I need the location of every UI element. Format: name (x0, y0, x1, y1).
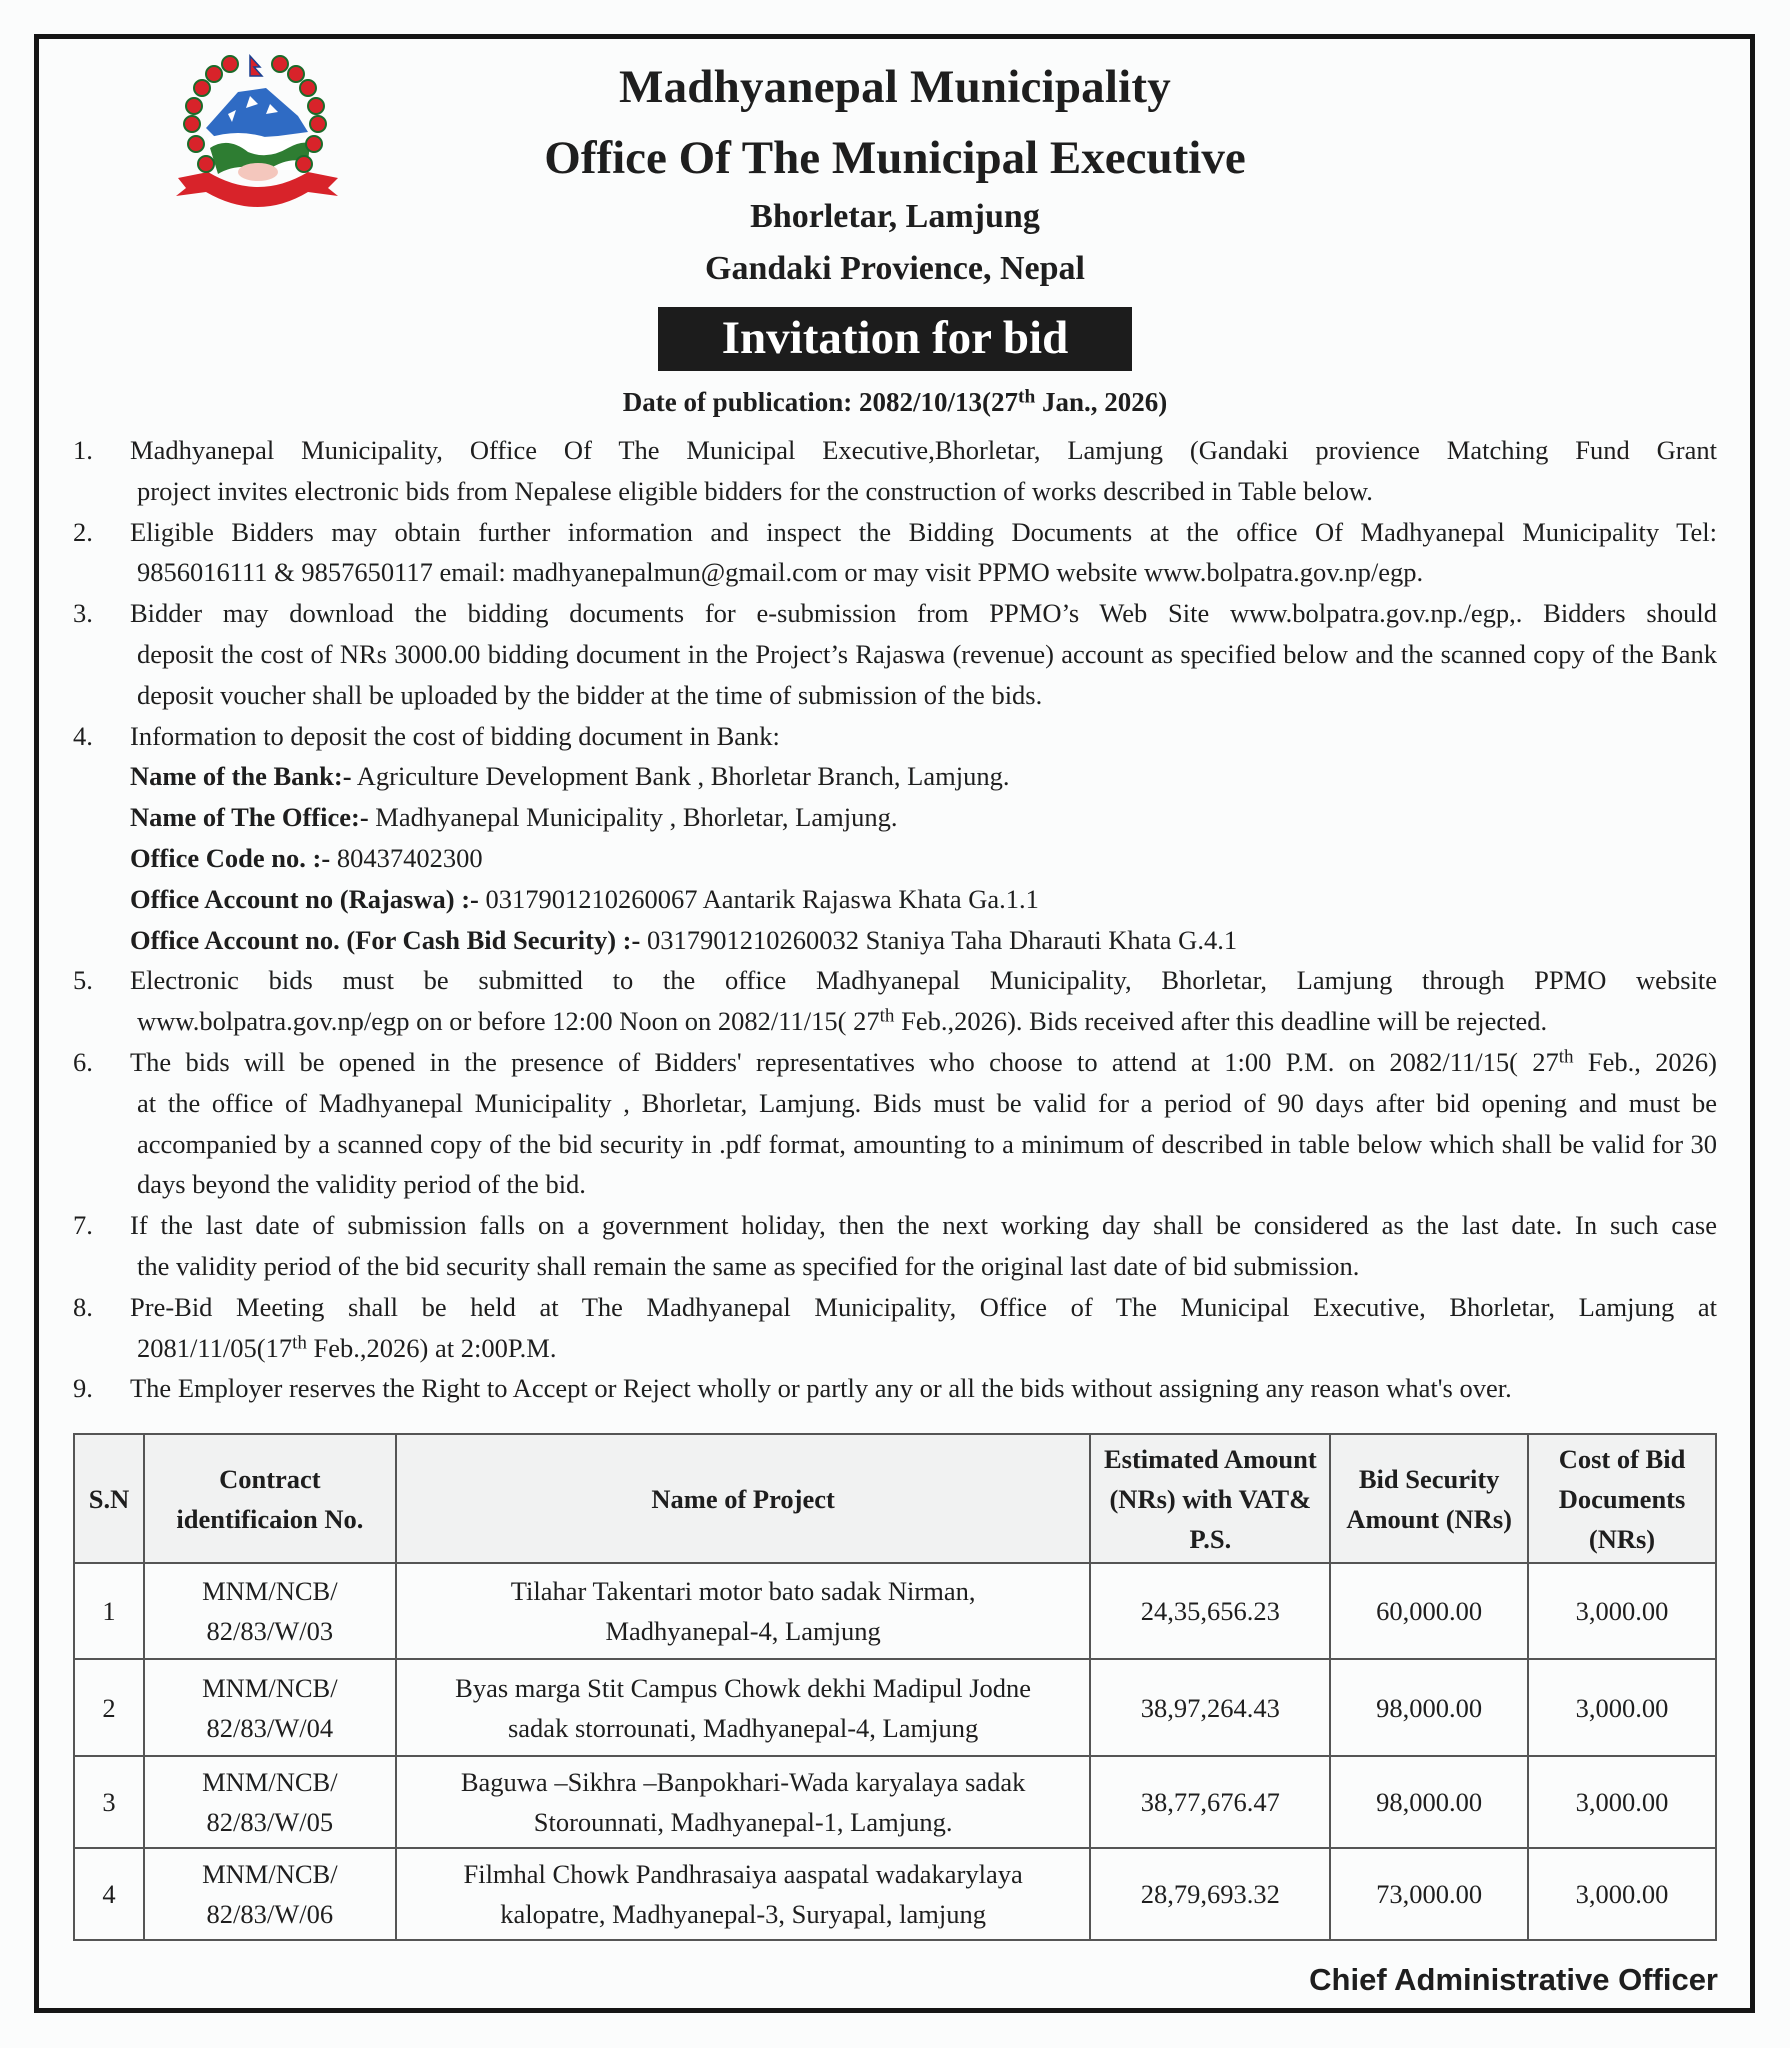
clause-6 (73, 1042, 1717, 1205)
cell-sn: 1 (74, 1563, 144, 1659)
cell-project-name (396, 1756, 1091, 1848)
col-header-contract-id: Contract identificaion No. (144, 1434, 396, 1563)
cell-project-name (396, 1659, 1091, 1756)
project-name-line2: kalopatre, Madhyanepal-3, Suryapal, lamjung (500, 1899, 986, 1929)
col-header-estimated-amount: Estimated Amount (NRs) with VAT& P.S. (1090, 1434, 1330, 1563)
clause-number: 3. (73, 598, 93, 629)
address-line-1: Bhorletar, Lamjung (750, 198, 1040, 235)
cell-sn: 4 (74, 1848, 144, 1940)
bank-name-value: Agriculture Development Bank , Bhorletar Branch, Lamjung. (351, 761, 1010, 792)
clause-7 (73, 1205, 1717, 1287)
cell-estimated-amount: 38,97,264.43 (1090, 1659, 1330, 1756)
signatory-title: Chief Administrative Officer (1309, 1962, 1718, 1997)
office-name-label: Name of The Office:- (130, 802, 369, 833)
bid-security-account-value: 0317901210260032 Staniya Taha Dharauti Khata G.4.1 (640, 924, 1238, 955)
deadline-text: www.bolpatra.gov.np/egp on or before 12:00 Noon on 2082/11/15( 27 (137, 1006, 880, 1037)
project-name-line1: Byas marga Stit Campus Chowk dekhi Madipul Jodne (455, 1672, 1032, 1703)
clause-text-rest (130, 1001, 1717, 1042)
table-row (74, 1848, 1716, 1940)
cell-doc-cost: 3,000.00 (1528, 1756, 1716, 1848)
contract-id-line2: 82/83/W/05 (206, 1807, 334, 1837)
opening-text: The bids will be opened in the presence of Bidders' representatives who choose to attend at 1:00 P.M. on 2082/11/15( 27 (130, 1046, 1559, 1077)
cell-project-name (396, 1848, 1091, 1940)
office-code-row (130, 838, 1717, 879)
clause-text-rest: deposit the cost of NRs 3000.00 bidding document in the Project’s Rajaswa (revenue) account as specified below and the scanned copy of the Bank deposit voucher shall be uploaded by the bidder at the time of submission of the bids. (137, 638, 1717, 710)
publication-date-sup: th (1017, 386, 1036, 408)
office-name-row (130, 797, 1717, 838)
clause-text-rest: project invites electronic bids from Nepalese eligible bidders for the construction of works described in Table below. (137, 475, 1373, 506)
clause-5 (73, 960, 1717, 1042)
bid-security-account-row (130, 920, 1717, 961)
contract-id-line2: 82/83/W/03 (206, 1616, 334, 1646)
prebid-date: 2081/11/05(17 (137, 1332, 293, 1363)
clause-number: 9. (73, 1373, 93, 1404)
contract-id-line1: MNM/NCB/ (202, 1576, 338, 1606)
contract-id-line2: 82/83/W/06 (206, 1899, 334, 1929)
clause-text-rest (130, 1328, 1717, 1369)
deadline-text-end: Feb.,2026). Bids received after this deadline will be rejected. (894, 1006, 1548, 1037)
bid-table (73, 1433, 1717, 1941)
clause-text-line1: Pre-Bid Meeting shall be held at The Madhyanepal Municipality, Office of The Municipal Executive, Bhorletar, Lamjung at (130, 1291, 1717, 1322)
clause-number: 7. (73, 1210, 93, 1241)
notice-body (73, 430, 1717, 1409)
project-name-line2: sadak storrounati, Madhyanepal-4, Lamjung (507, 1712, 979, 1743)
clause-text-line1: Eligible Bidders may obtain further information and inspect the Bidding Documents at the office Of Madhyanepal Municipality Tel: (130, 516, 1717, 547)
ordinal-sup: th (292, 1331, 307, 1353)
cell-doc-cost: 3,000.00 (1528, 1563, 1716, 1659)
ordinal-sup: th (1558, 1046, 1574, 1068)
table-header-row (74, 1434, 1716, 1563)
clause-number: 8. (73, 1291, 93, 1322)
clause-text-rest: the validity period of the bid security shall remain the same as specified for the original last date of bid submission. (137, 1250, 1360, 1281)
publication-date (0, 387, 1790, 418)
cell-bid-security: 98,000.00 (1330, 1659, 1528, 1756)
contract-id-line2: 82/83/W/04 (206, 1712, 334, 1743)
publication-date-prefix: Date of publication: 2082/10/13(27 (622, 387, 1018, 417)
rajaswa-account-label: Office Account no (Rajaswa) :- (130, 883, 479, 914)
address-line-2: Gandaki Provience, Nepal (705, 250, 1085, 287)
cell-sn: 3 (74, 1756, 144, 1848)
clause-number: 6. (73, 1046, 93, 1077)
table-row (74, 1756, 1716, 1848)
contract-id-line1: MNM/NCB/ (202, 1672, 338, 1703)
clause-2 (73, 512, 1717, 594)
table-row (74, 1563, 1716, 1659)
bid-security-account-label: Office Account no. (For Cash Bid Security) :- (130, 924, 641, 955)
col-header-project-name: Name of Project (396, 1434, 1091, 1563)
project-name-line2: Madhyanepal-4, Lamjung (605, 1616, 881, 1646)
project-name-line1: Baguwa –Sikhra –Banpokhari-Wada karyalaya sadak (460, 1767, 1026, 1797)
publication-date-suffix: Jan., 2026) (1035, 387, 1168, 417)
bank-name-row (130, 756, 1717, 797)
cell-bid-security: 98,000.00 (1330, 1756, 1528, 1848)
cell-bid-security: 60,000.00 (1330, 1563, 1528, 1659)
clause-text-line1: The Employer reserves the Right to Accept or Reject wholly or partly any or all the bids without assigning any reason what's over. (130, 1373, 1512, 1404)
clause-9 (73, 1368, 1717, 1409)
rajaswa-account-row (130, 879, 1717, 920)
clause-text-line1 (130, 1042, 1717, 1083)
cell-sn: 2 (74, 1659, 144, 1756)
project-name-line1: Filmhal Chowk Pandhrasaiya aaspatal wadakarylaya (463, 1859, 1023, 1889)
municipality-name: Madhyanepal Municipality (619, 61, 1171, 113)
cell-contract-id (144, 1756, 396, 1848)
clause-text-line1: Bidder may download the bidding documents for e-submission from PPMO’s Web Site www.bolpatra.gov.np./egp,. Bidders should (130, 598, 1717, 629)
clause-text-line1: If the last date of submission falls on a government holiday, then the next working day shall be considered as the last date. In such case (130, 1210, 1717, 1241)
opening-text-end: Feb., 2026) (1573, 1046, 1717, 1077)
project-name-line1: Tilahar Takentari motor bato sadak Nirman, (510, 1576, 976, 1606)
cell-contract-id (144, 1659, 396, 1756)
office-name-value: Madhyanepal Municipality , Bhorletar, Lamjung. (368, 802, 898, 833)
clause-number: 5. (73, 965, 93, 996)
cell-estimated-amount: 28,79,693.32 (1090, 1848, 1330, 1940)
notice-title-banner: Invitation for bid (658, 307, 1132, 371)
col-header-sn: S.N (74, 1434, 144, 1563)
contract-id-line1: MNM/NCB/ (202, 1767, 338, 1797)
cell-estimated-amount: 38,77,676.47 (1090, 1756, 1330, 1848)
clause-text-rest: 9856016111 & 9857650117 email: madhyanepalmun@gmail.com or may visit PPMO website www.bolpatra.gov.np/egp. (137, 557, 1424, 588)
clause-8 (73, 1287, 1717, 1369)
col-header-bid-security: Bid Security Amount (NRs) (1330, 1434, 1528, 1563)
clause-text-line1: Information to deposit the cost of bidding document in Bank: (130, 720, 780, 751)
project-name-line2: Storounnati, Madhyanepal-1, Lamjung. (533, 1807, 953, 1837)
office-code-label: Office Code no. :- (130, 842, 331, 873)
clause-1 (73, 430, 1717, 512)
clause-text-line1: Madhyanepal Municipality, Office Of The Municipal Executive,Bhorletar, Lamjung (Gandaki provience Matching Fund Grant (130, 435, 1717, 465)
clause-3 (73, 593, 1717, 715)
col-header-doc-cost: Cost of Bid Documents (NRs) (1528, 1434, 1716, 1563)
cell-estimated-amount: 24,35,656.23 (1090, 1563, 1330, 1659)
ordinal-sup: th (879, 1005, 895, 1027)
clause-number: 4. (73, 720, 93, 751)
clause-text-line1: Electronic bids must be submitted to the office Madhyanepal Municipality, Bhorletar, Lamjung through PPMO website (130, 965, 1717, 996)
cell-doc-cost: 3,000.00 (1528, 1848, 1716, 1940)
cell-contract-id (144, 1848, 396, 1940)
clause-text-rest: at the office of Madhyanepal Municipality , Bhorletar, Lamjung. Bids must be valid for a period of 90 days after bid opening and must be accompanied by a scanned copy of the bid security in .pdf format, amounting to a minimum of described in table below which shall be valid for 30 days beyond the validity period of the bid. (137, 1087, 1717, 1200)
bank-name-label: Name of the Bank:- (130, 761, 352, 792)
rajaswa-account-value: 0317901210260067 Aantarik Rajaswa Khata Ga.1.1 (478, 883, 1039, 914)
clause-number: 2. (73, 516, 93, 547)
cell-project-name (396, 1563, 1091, 1659)
cell-doc-cost: 3,000.00 (1528, 1659, 1716, 1756)
contract-id-line1: MNM/NCB/ (202, 1859, 338, 1889)
clause-number: 1. (73, 435, 93, 465)
office-name: Office Of The Municipal Executive (544, 132, 1246, 184)
office-code-value: 80437402300 (330, 842, 483, 873)
clause-4 (73, 716, 1717, 961)
prebid-date-end: Feb.,2026) at 2:00P.M. (306, 1332, 557, 1363)
cell-bid-security: 73,000.00 (1330, 1848, 1528, 1940)
cell-contract-id (144, 1563, 396, 1659)
table-row (74, 1659, 1716, 1756)
